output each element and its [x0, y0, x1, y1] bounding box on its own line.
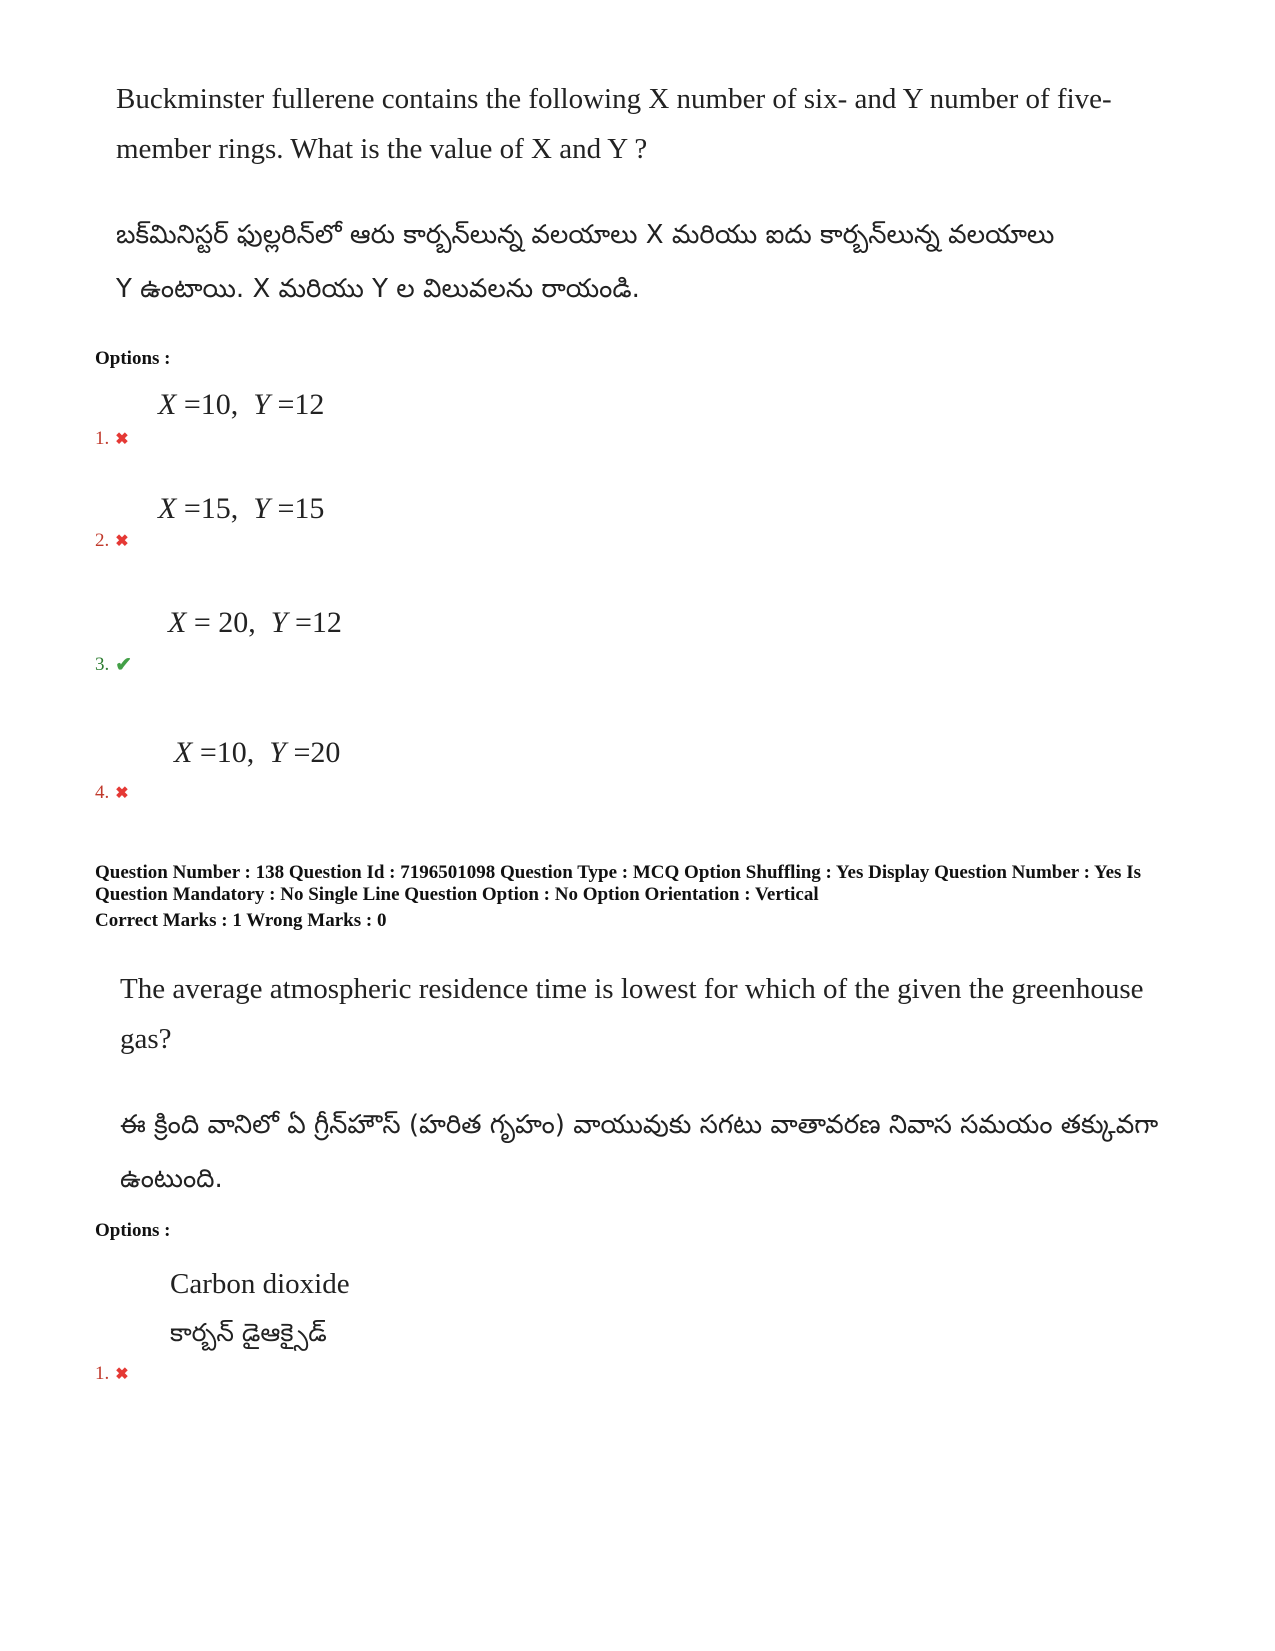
option-1-y-value: 12 [294, 388, 325, 421]
option-4-y-value: 20 [310, 736, 341, 769]
option-2-y-value: 15 [294, 492, 325, 525]
option-number-label: 3. [95, 653, 110, 675]
option-1-number [95, 428, 129, 450]
question-telugu-line-2: Y ఉంటాయి. X మరియు Y ల విలువలను రాయండి. [116, 274, 640, 304]
wrong-mark-icon: ✖ [115, 1366, 129, 1383]
metadata-line-1: Question Number : 138 Question Id : 7196501098 Question Type : MCQ Option Shuffling : Yes Display Question Number : Yes Is [95, 862, 1141, 883]
option-4-content[interactable]: X =10, Y =20 [174, 736, 341, 769]
question-metadata [95, 862, 1255, 932]
question-english-line-2: member rings. What is the value of X and Y ? [116, 133, 648, 165]
option-2-x-value: 15 [200, 492, 231, 525]
question-telugu-line-1: ఈ క్రింది వానిలో ఏ గ్రీన్‌హౌస్ (హరిత గృహం) వాయువుకు సగటు వాతావరణ నివాస సమయం తక్కువగా [120, 1110, 1159, 1140]
question-138-text [120, 964, 1230, 1064]
option-3-number [95, 652, 132, 677]
option-2-content[interactable]: X =15, Y =15 [158, 492, 325, 525]
question-english-line-1: The average atmospheric residence time is lowest for which of the given the greenhouse [120, 973, 1144, 1005]
option-1-content[interactable] [170, 1260, 350, 1358]
question-137-telugu-text [116, 208, 1216, 316]
option-number-label: 1. [95, 428, 110, 449]
option-3-x-value: 20 [218, 606, 249, 639]
wrong-mark-icon: ✖ [115, 533, 129, 550]
option-telugu-text: కార్బన్ డైఆక్సైడ్ [170, 1318, 327, 1347]
option-2-number [95, 530, 129, 552]
option-1-number [95, 1363, 129, 1385]
question-english-line-1: Buckminster fullerene contains the following X number of six- and Y number of five- [116, 83, 1112, 115]
option-number-label: 1. [95, 1363, 110, 1384]
metadata-line-2: Question Mandatory : No Single Line Question Option : No Option Orientation : Vertical [95, 884, 819, 905]
options-label: Options : [95, 1220, 171, 1241]
question-english-line-2: gas? [120, 1023, 172, 1055]
option-4-x-value: 10 [216, 736, 247, 769]
question-138-telugu-text [120, 1098, 1230, 1206]
option-english-text: Carbon dioxide [170, 1268, 350, 1300]
option-number-label: 2. [95, 530, 110, 551]
correct-mark-icon: ✔ [115, 654, 133, 676]
wrong-mark-icon: ✖ [115, 431, 129, 448]
question-telugu-line-2: ఉంటుంది. [120, 1164, 223, 1194]
question-137-text [116, 74, 1216, 174]
metadata-marks: Correct Marks : 1 Wrong Marks : 0 [95, 910, 387, 931]
option-number-label: 4. [95, 782, 110, 803]
option-3-y-value: 12 [311, 606, 342, 639]
options-label: Options : [95, 348, 171, 369]
option-3-content[interactable]: X = 20, Y =12 [168, 606, 342, 639]
wrong-mark-icon: ✖ [115, 785, 129, 802]
option-4-number [95, 782, 129, 804]
question-telugu-line-1: బక్‌మినిస్టర్ ఫుల్లరిన్‌లో ఆరు కార్బన్‌లున్న వలయాలు X మరియు ఐదు కార్బన్‌లున్న వలయాలు [116, 220, 1055, 250]
option-1-x-value: 10 [200, 388, 231, 421]
option-1-content[interactable]: X =10, Y =12 [158, 388, 325, 421]
